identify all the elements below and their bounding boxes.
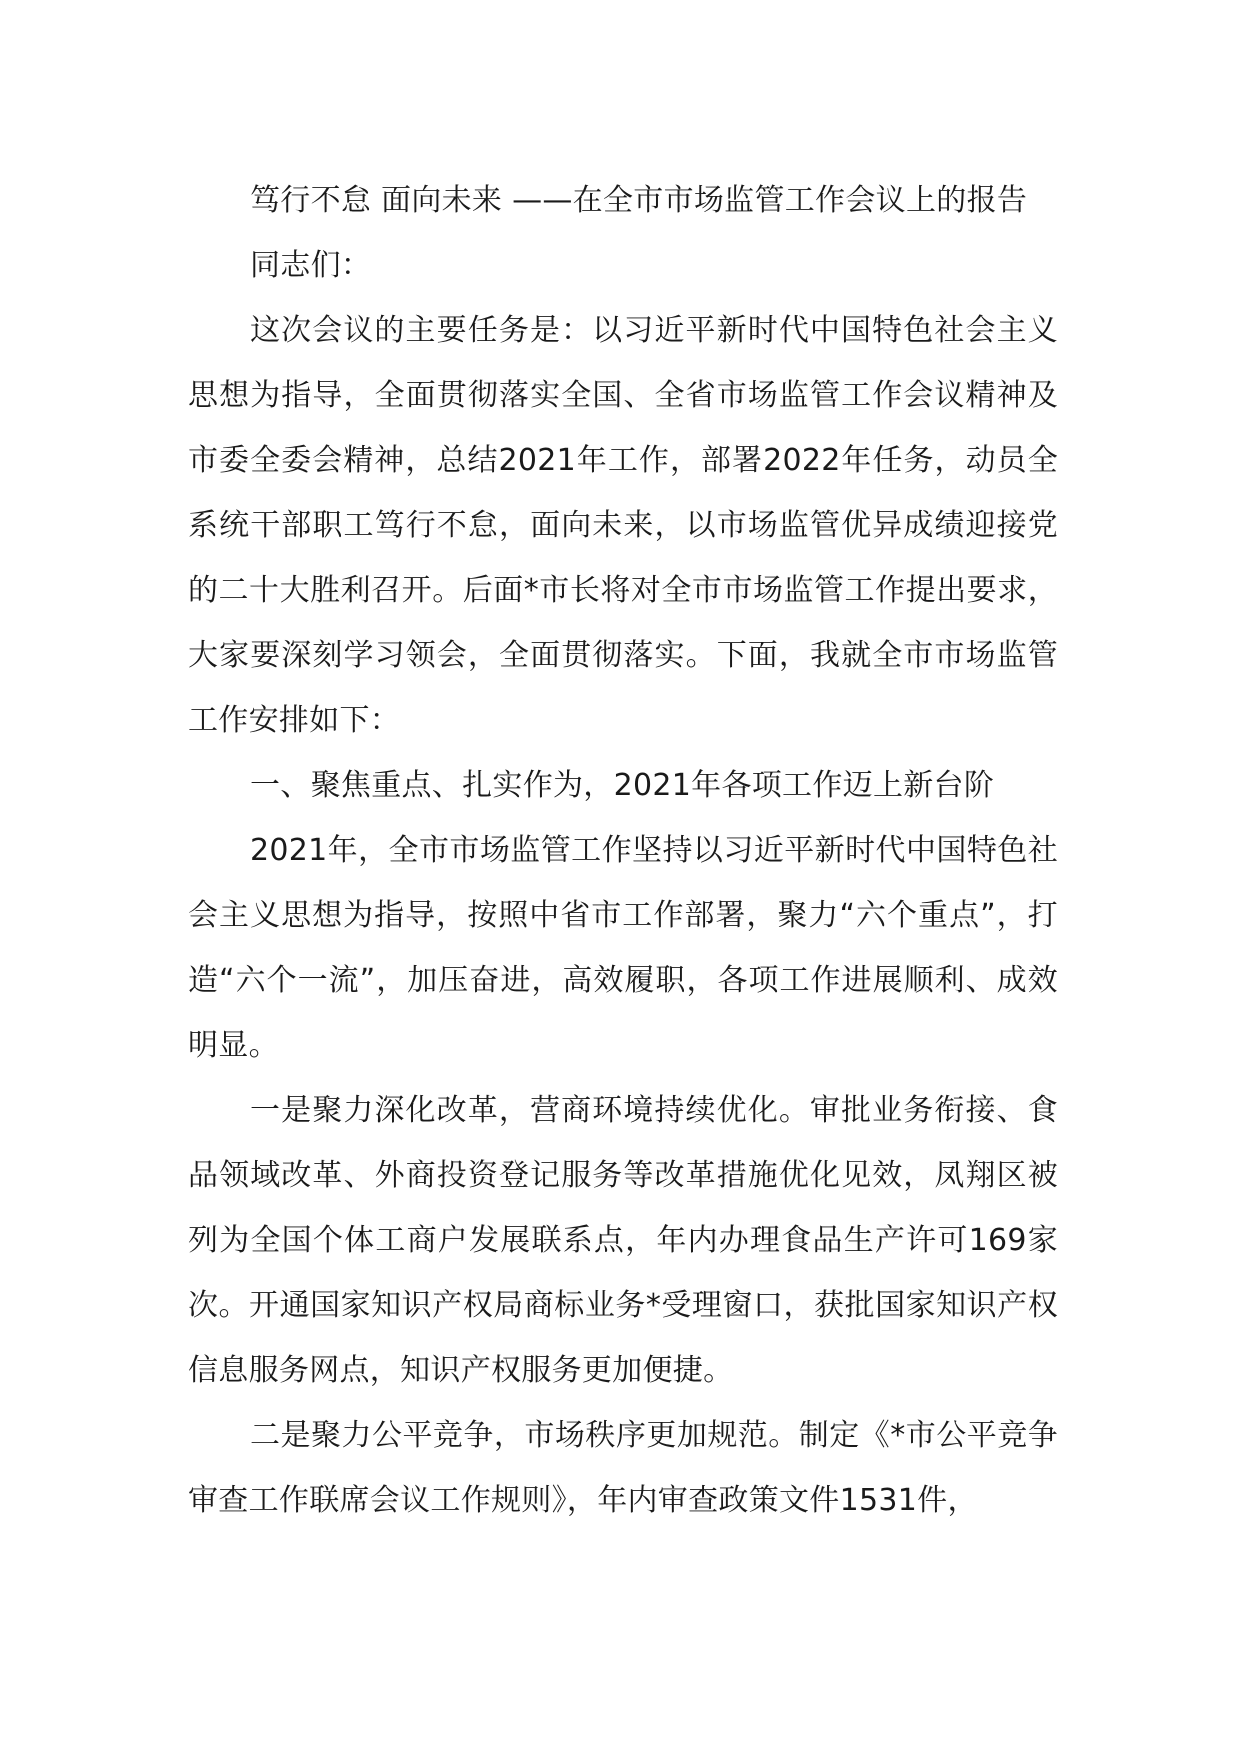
- document-body: [188, 168, 1058, 1533]
- document-title: 笃行不怠 面向未来 ——在全市市场监管工作会议上的报告: [250, 183, 1028, 218]
- salutation: 同志们：: [250, 248, 372, 283]
- section-heading-1: 一、聚焦重点、扎实作为，2021年各项工作迈上新台阶: [250, 768, 995, 803]
- paragraph-competition: 二是聚力公平竞争，市场秩序更加规范。制定《*市公平竞争审查工作联席会议工作规则》，年内审查政策文件1531件，: [188, 1418, 1058, 1518]
- paragraph-intro: 这次会议的主要任务是：以习近平新时代中国特色社会主义思想为指导，全面贯彻落实全国、全省市场监管工作会议精神及市委全委会精神，总结2021年工作，部署2022年任务，动员全系统干部职工笃行不怠，面向未来，以市场监管优异成绩迎接党的二十大胜利召开。后面*市长将对全市市场监管工作提出要求，大家要深刻学习领会，全面贯彻落实。下面，我就全市市场监管工作安排如下：: [188, 313, 1058, 738]
- paragraph-reform: 一是聚力深化改革，营商环境持续优化。审批业务衔接、食品领域改革、外商投资登记服务等改革措施优化见效，凤翔区被列为全国个体工商户发展联系点，年内办理食品生产许可169家次。开通国家知识产权局商标业务*受理窗口，获批国家知识产权信息服务网点，知识产权服务更加便捷。: [188, 1093, 1058, 1388]
- paragraph-summary: 2021年，全市市场监管工作坚持以习近平新时代中国特色社会主义思想为指导，按照中省市工作部署，聚力“六个重点”，打造“六个一流”，加压奋进，高效履职，各项工作进展顺利、成效明显。: [188, 833, 1058, 1063]
